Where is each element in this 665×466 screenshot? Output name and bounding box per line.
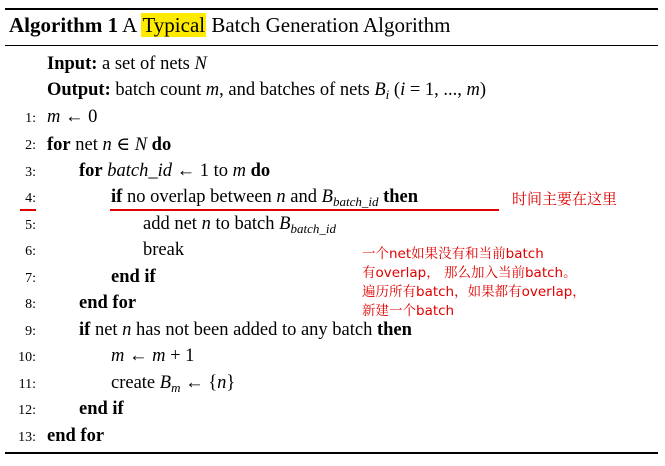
code-line-5 xyxy=(143,214,336,237)
annotation-line: 新建一个batch xyxy=(362,303,455,319)
code-line-9 xyxy=(79,320,412,341)
annotation-line: 有overlap， 那么加入当前batch。 xyxy=(362,265,577,281)
line-number: 1: xyxy=(25,111,36,126)
algorithm-label: Algorithm 1 xyxy=(9,13,119,37)
output-keyword: Output: xyxy=(47,80,111,100)
kw-end-for: end for xyxy=(79,293,137,313)
title-prefix: A xyxy=(122,13,137,37)
line-number: 12: xyxy=(18,403,36,418)
annotation-time-note: 时间主要在这里 xyxy=(512,190,618,208)
output-text-2: , and batches of nets xyxy=(219,80,370,100)
code-line-13 xyxy=(47,426,104,447)
output-var-m2: m xyxy=(466,80,480,100)
kw-then: then xyxy=(376,320,412,340)
kw-if: if xyxy=(79,320,91,340)
code-line-4 xyxy=(111,187,418,210)
var-B-sub: m xyxy=(171,380,181,395)
output-text-4: = 1, ..., xyxy=(409,80,462,100)
line-number: 7: xyxy=(25,271,36,286)
output-text-1: batch count xyxy=(115,80,202,100)
line-number: 2: xyxy=(25,138,36,153)
var-B-sub: batch_id xyxy=(290,221,336,236)
input-line xyxy=(47,54,207,75)
annotation-line: 遍历所有batch，如果都有overlap， xyxy=(362,284,586,300)
plus-one: + 1 xyxy=(170,346,195,366)
var-n: n xyxy=(122,320,132,340)
text-net: net xyxy=(75,135,98,155)
top-rule xyxy=(5,8,658,10)
range-text: ← 1 to xyxy=(176,161,229,181)
line-number: 5: xyxy=(25,218,36,233)
text-no-overlap: no overlap between xyxy=(126,187,272,207)
code-line-1 xyxy=(47,107,97,128)
code-line-6 xyxy=(143,240,184,261)
annotation-explanation xyxy=(362,245,586,321)
kw-then: then xyxy=(383,187,419,207)
var-N: N xyxy=(134,135,148,155)
var-n: n xyxy=(102,135,112,155)
arrow: ← xyxy=(129,346,148,366)
line4-underline xyxy=(110,209,499,211)
var-m: m xyxy=(152,346,166,366)
assign-zero: ← 0 xyxy=(65,107,98,127)
var-batch-id: batch_id xyxy=(107,161,172,181)
line-number: 13: xyxy=(18,430,36,445)
text-to-batch: to batch xyxy=(215,214,275,234)
text-break: break xyxy=(143,240,185,260)
kw-for: for xyxy=(47,135,71,155)
kw-do: do xyxy=(250,161,271,181)
output-var-i: i xyxy=(400,80,406,100)
output-var-B-sub: i xyxy=(385,87,390,102)
bottom-rule xyxy=(5,452,658,454)
code-line-12 xyxy=(79,399,124,420)
text-create: create xyxy=(111,373,156,393)
kw-end-for: end for xyxy=(47,426,105,446)
text-net: net xyxy=(94,320,118,340)
output-text-5: ) xyxy=(479,80,487,100)
line-number: 10: xyxy=(18,350,36,365)
code-line-7 xyxy=(111,267,156,288)
line-number: 11: xyxy=(18,377,36,392)
kw-end-if: end if xyxy=(79,399,124,419)
var-B: B xyxy=(159,373,172,393)
output-text-3: ( xyxy=(393,80,401,100)
line-number: 6: xyxy=(25,244,36,259)
output-var-m: m xyxy=(205,80,220,100)
var-B: B xyxy=(321,187,333,207)
var-n: n xyxy=(201,214,211,234)
var-m: m xyxy=(232,161,247,181)
close-brace: } xyxy=(226,373,236,393)
text-add-net: add net xyxy=(143,214,197,234)
output-line xyxy=(47,80,486,103)
title-rest: Batch Generation Algorithm xyxy=(211,13,451,37)
kw-if: if xyxy=(111,187,123,207)
annotation-line: 一个net如果没有和当前batch xyxy=(362,246,544,262)
var-B-sub: batch_id xyxy=(332,194,379,209)
code-line-3 xyxy=(79,161,270,182)
var-m: m xyxy=(47,107,61,127)
input-var: N xyxy=(194,54,207,74)
kw-do: do xyxy=(151,135,172,155)
line-number: 9: xyxy=(25,324,36,339)
line-number: 4: xyxy=(25,191,36,206)
code-line-11 xyxy=(111,373,235,396)
title-highlight: Typical xyxy=(142,13,206,37)
code-line-10 xyxy=(111,346,194,367)
assign-set: ← { xyxy=(185,373,218,393)
code-line-8 xyxy=(79,293,136,314)
line4-number-underline xyxy=(20,209,36,211)
output-var-B: B xyxy=(374,80,386,100)
var-n: n xyxy=(276,187,286,207)
title-rule xyxy=(5,45,658,46)
line-number: 8: xyxy=(25,297,36,312)
var-m: m xyxy=(111,346,125,366)
kw-end-if: end if xyxy=(111,267,156,287)
var-B: B xyxy=(279,214,291,234)
kw-for: for xyxy=(79,161,103,181)
code-line-2 xyxy=(47,134,171,156)
text-and: and xyxy=(290,187,318,207)
input-keyword: Input: xyxy=(47,54,98,74)
input-text: a set of nets xyxy=(102,54,190,74)
text-not-added: has not been added to any batch xyxy=(136,320,373,340)
line-number: 3: xyxy=(25,165,36,180)
algorithm-title xyxy=(9,13,450,38)
var-n: n xyxy=(217,373,227,393)
symbol-in: ∈ xyxy=(116,135,131,155)
